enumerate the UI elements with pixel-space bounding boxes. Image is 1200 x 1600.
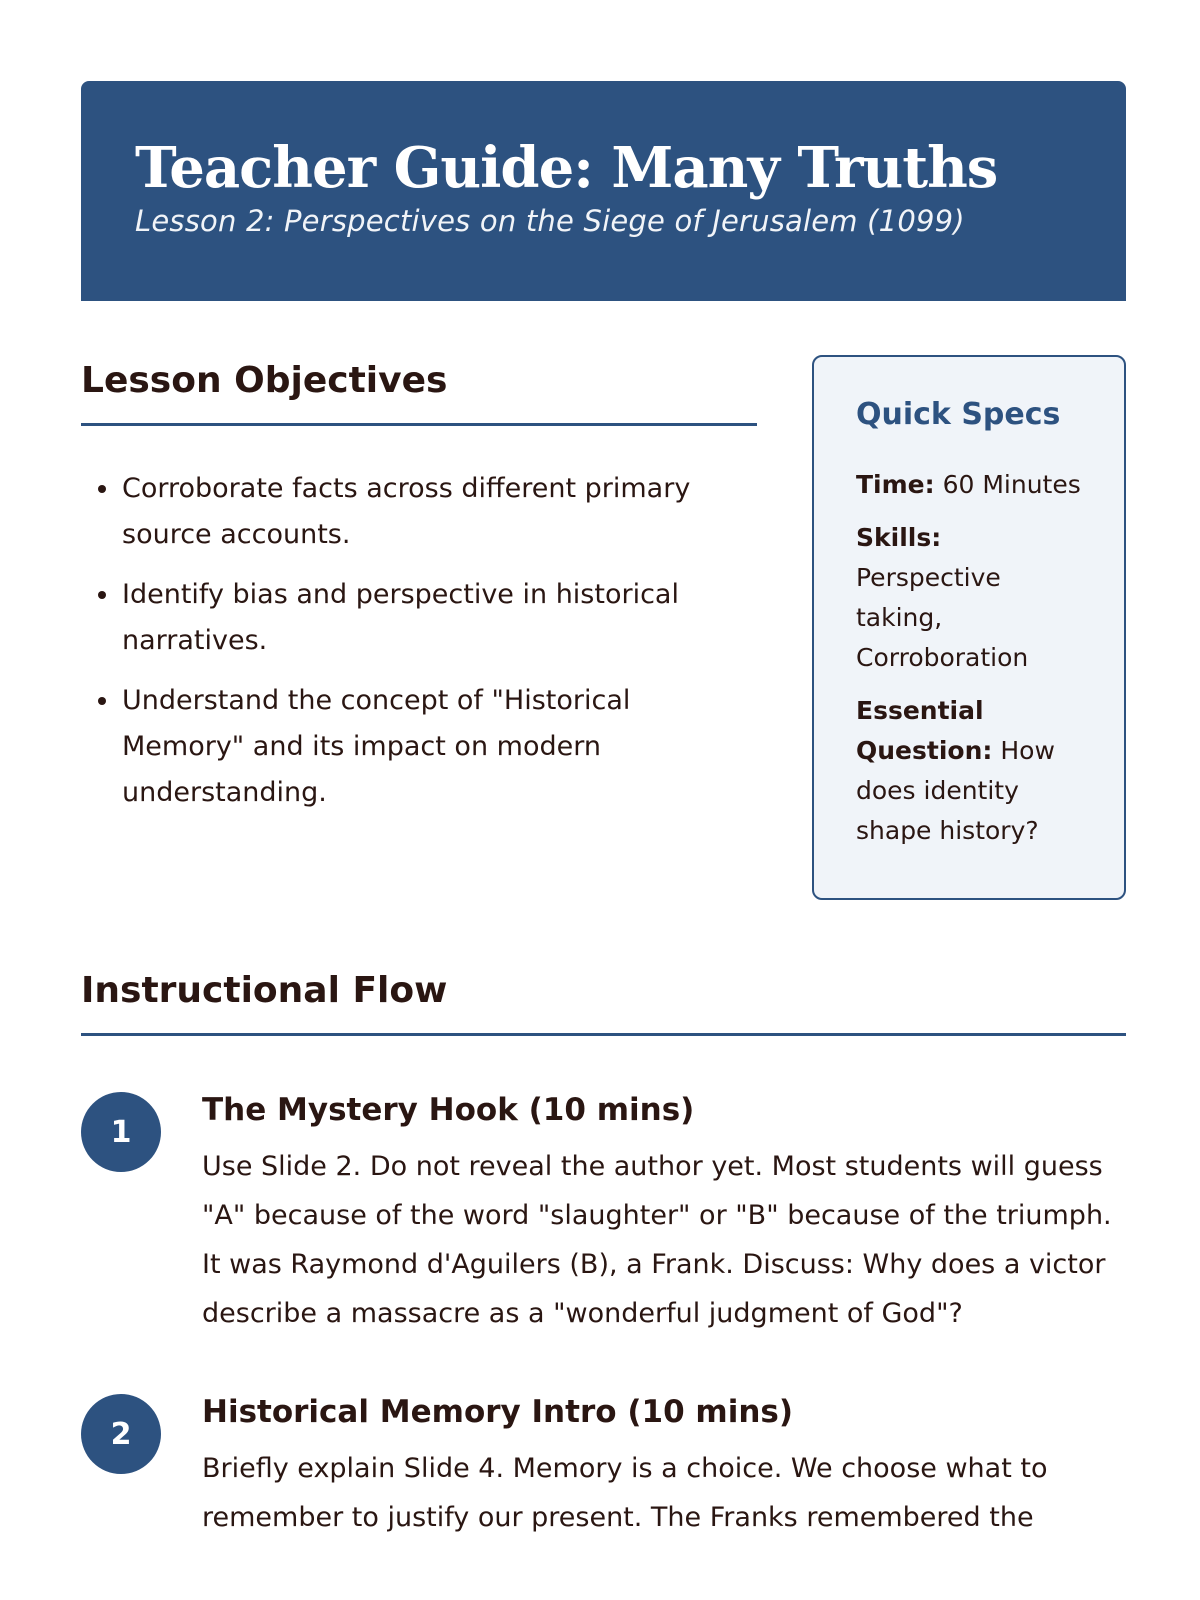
spec-skills-label: Skills: [856, 523, 942, 552]
step-title: Historical Memory Intro (10 mins) [202, 1394, 794, 1430]
objectives-list [81, 466, 757, 816]
step-number-badge: 1 [81, 1092, 161, 1172]
objective-item: • Corroborate facts across different primary source accounts. [121, 466, 757, 558]
spec-time-label: Time: [856, 470, 935, 499]
flow-step [81, 1084, 1126, 1338]
instructional-flow-section [81, 965, 1126, 1542]
objective-item: • Identify bias and perspective in historical narratives. [121, 572, 757, 664]
lesson-objectives-heading: Lesson Objectives [81, 355, 757, 426]
spec-skills [856, 518, 1094, 678]
spec-essential-question [856, 691, 1094, 851]
spec-skills-value: Perspective taking, Corroboration [856, 563, 1029, 672]
spec-question-value: How does identity shape history? [856, 736, 1055, 845]
step-title: The Mystery Hook (10 mins) [202, 1092, 695, 1128]
lesson-subtitle: Lesson 2: Perspectives on the Siege of Jerusalem (1099) [135, 204, 965, 238]
objective-item: • Understand the concept of "Historical Memory" and its impact on modern understanding. [121, 678, 757, 816]
spec-question-label: Essential Question: [856, 696, 993, 765]
step-description: Briefly explain Slide 4. Memory is a choice. We choose what to remember to justify our present. The Franks remembered the [202, 1453, 1048, 1533]
spec-time-value: 60 Minutes [942, 470, 1081, 499]
quick-specs-title: Quick Specs [856, 397, 1061, 432]
instructional-flow-heading: Instructional Flow [81, 965, 1126, 1036]
spec-time [856, 465, 1094, 505]
page-title: Teacher Guide: Many Truths [135, 135, 998, 201]
quick-specs-card [812, 355, 1126, 900]
flow-step [81, 1386, 1126, 1542]
title-banner [81, 81, 1126, 301]
lesson-objectives-section [81, 355, 757, 830]
step-number-badge: 2 [81, 1394, 161, 1474]
step-description: Use Slide 2. Do not reveal the author yet. Most students will guess "A" because of the word "slaughter" or "B" because of the triumph. It was Raymond d'Aguilers (B), a Frank. Discuss: Why does a victor describe a massacre as a "wonderful judgment of God"? [202, 1151, 1112, 1329]
